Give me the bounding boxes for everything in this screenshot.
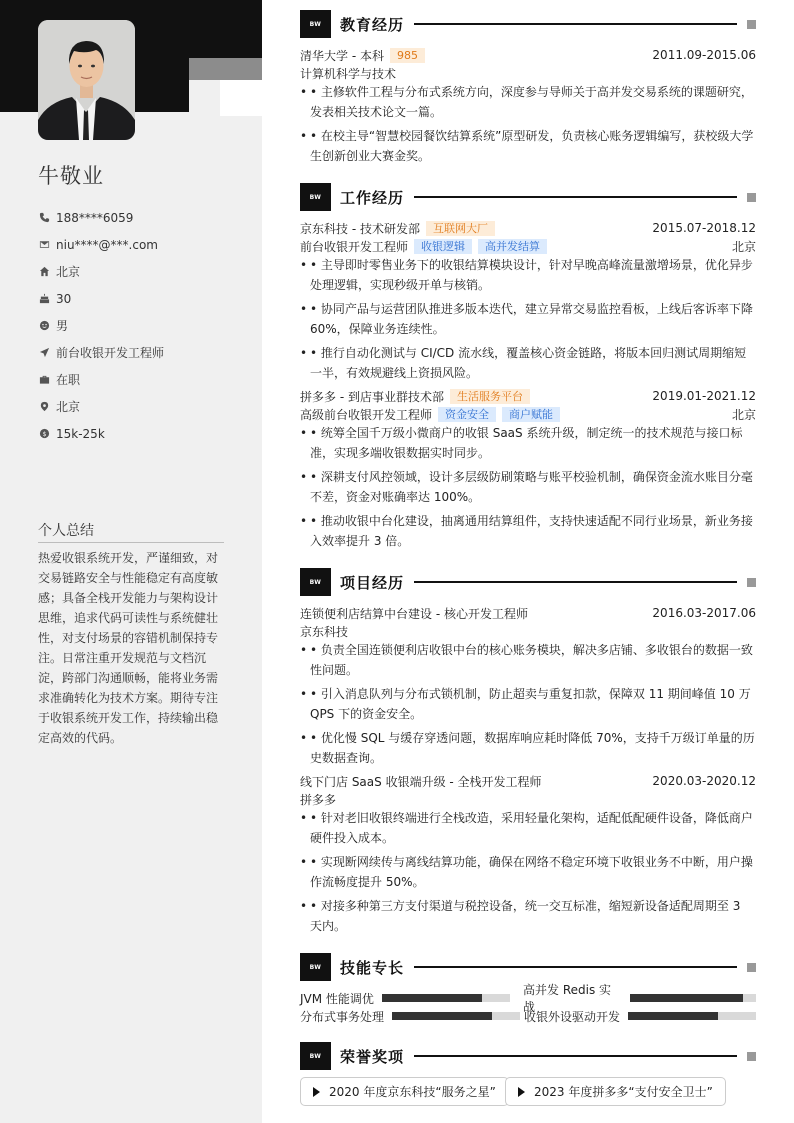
bw-badge: BW <box>300 1042 331 1070</box>
project-date: 2016.03-2017.06 <box>652 606 756 620</box>
info-age <box>38 285 248 312</box>
section-title: 项目经历 <box>340 573 405 592</box>
section-header-projects <box>300 568 756 596</box>
contact-info-list <box>38 204 248 447</box>
project-bullet: • • 实现断网续传与离线结算功能，确保在网络不稳定环境下收银业务不中断，用户操作流畅度提升 50%。 <box>300 852 756 892</box>
cake-icon <box>38 293 50 305</box>
job-city: 北京 <box>731 239 756 254</box>
sidebar-white-accent <box>220 80 262 116</box>
face-icon <box>38 320 50 332</box>
job-bullet: • • 推动收银中台化建设，抽离通用结算组件，支持快速适配不同行业场景，新业务接入效率提升 3 倍。 <box>300 511 756 551</box>
project-title-row <box>300 772 756 790</box>
company-tag: 生活服务平台 <box>450 389 530 404</box>
skill-item <box>300 991 510 1005</box>
skill-bar <box>382 994 510 1002</box>
education-date: 2011.09-2015.06 <box>652 48 756 62</box>
award-text: 2020 年度京东科技“服务之星” <box>329 1085 496 1099</box>
section-title: 工作经历 <box>340 188 405 207</box>
job-bullet: • • 协同产品与运营团队推进多版本迭代，建立异常交易监控看板，上线后客诉率下降60%，保障业务连续性。 <box>300 299 756 339</box>
project-title-row <box>300 604 756 622</box>
section-header-awards <box>300 1042 756 1070</box>
section-header-education <box>300 10 756 38</box>
job-bullet: • • 主导即时零售业务下的收银结算模块设计，针对早晚高峰流量激增场景，优化异步处理逻辑，实现秒级开单与核销。 <box>300 255 756 295</box>
job-city: 北京 <box>731 407 756 422</box>
phone-icon <box>38 212 50 224</box>
project-org: 拼多多 <box>300 792 337 807</box>
section-header-skills <box>300 953 756 981</box>
job-bullet: • • 深耕支付风控领域，设计多层级防刷策略与账平校验机制，确保资金流水账目分毫不差，资金对账确率达 100%。 <box>300 467 756 507</box>
skill-name: 分布式事务处理 <box>300 1009 385 1024</box>
info-text: 北京 <box>56 400 81 414</box>
skill-name: JVM 性能调优 <box>300 991 374 1006</box>
job-role-row <box>300 405 756 423</box>
info-text: 在职 <box>56 373 81 387</box>
salary-icon <box>38 428 50 440</box>
section-marker <box>747 963 756 972</box>
skill-bar-fill <box>628 1012 718 1020</box>
skill-item <box>524 1009 756 1023</box>
job-company-row <box>300 387 756 405</box>
project-bullet: • • 对接多种第三方支付渠道与税控设备，统一交互标准，缩短新设备适配周期至 3 天内。 <box>300 896 756 936</box>
skill-bar-fill <box>392 1012 492 1020</box>
skill-item <box>300 1009 520 1023</box>
project-bullet: • • 针对老旧收银终端进行全栈改造，采用轻量化架构，适配低配硬件设备，降低商户硬件投入成本。 <box>300 808 756 848</box>
skill-bar-fill <box>382 994 482 1002</box>
info-text: 前台收银开发工程师 <box>56 346 165 360</box>
company-name: 拼多多 - 到店事业群技术部 <box>300 389 444 404</box>
award-text: 2023 年度拼多多“支付安全卫士” <box>534 1085 713 1099</box>
info-salary <box>38 420 248 447</box>
bw-badge: BW <box>300 10 331 38</box>
info-text: 15k-25k <box>56 426 105 441</box>
info-location <box>38 393 248 420</box>
section-divider <box>414 1055 737 1057</box>
profile-photo <box>38 20 135 140</box>
info-city <box>38 258 248 285</box>
bw-badge: BW <box>300 953 331 981</box>
skill-bar <box>628 1012 756 1020</box>
project-org-row <box>300 622 756 640</box>
section-marker <box>747 1052 756 1061</box>
info-email <box>38 231 248 258</box>
section-marker <box>747 578 756 587</box>
summary-text: 热爱收银系统开发，严谨细致，对交易链路安全与性能稳定有高度敏感；具备全栈开发能力与架构设计思维，追求代码可读性与系统健壮性，对支付场景的容错机制保持专注。日常注重开发规范与文档沉淀，跨部门沟通顺畅，能将业务需求准确转化为技术方案。期待专注于收银系统开发工作，持续输出稳定高效的代码。 <box>38 551 219 745</box>
skill-bar-fill <box>630 994 744 1002</box>
home-icon <box>38 266 50 278</box>
role-tag: 收银逻辑 <box>414 239 472 254</box>
role-tag: 资金安全 <box>438 407 496 422</box>
company-name: 京东科技 - 技术研发部 <box>300 221 420 236</box>
project-bullet: • • 负责全国连锁便利店收银中台的核心账务模块，解决多店铺、多收银台的数据一致性问题。 <box>300 640 756 680</box>
sidebar <box>0 0 262 1123</box>
section-divider <box>414 23 737 25</box>
role-tag: 商户赋能 <box>502 407 560 422</box>
info-text: niu****@***.com <box>56 237 158 252</box>
job-date: 2015.07-2018.12 <box>652 221 756 235</box>
project-org-row <box>300 790 756 808</box>
briefcase-icon <box>38 374 50 386</box>
education-bullet: • • 主修软件工程与分布式系统方向，深度参与导师关于高并发交易系统的课题研究，发表相关技术论文一篇。 <box>300 82 756 122</box>
candidate-name: 牛敬业 <box>38 164 104 188</box>
section-divider <box>414 581 737 583</box>
play-icon <box>313 1087 320 1097</box>
section-title: 技能专长 <box>340 958 405 977</box>
section-title: 教育经历 <box>340 15 405 34</box>
project-name: 线下门店 SaaS 收银端升级 - 全栈开发工程师 <box>300 774 542 789</box>
info-text: 男 <box>56 319 69 333</box>
sidebar-grey-accent <box>189 58 262 80</box>
summary-title: 个人总结 <box>38 520 224 543</box>
bw-badge: BW <box>300 568 331 596</box>
mail-icon <box>38 239 50 251</box>
skill-bar <box>392 1012 520 1020</box>
info-text: 188****6059 <box>56 210 134 225</box>
company-tag: 互联网大厂 <box>426 221 495 236</box>
role-tag: 高并发结算 <box>478 239 547 254</box>
info-phone <box>38 204 248 231</box>
major: 计算机科学与技术 <box>300 66 397 81</box>
play-icon <box>518 1087 525 1097</box>
education-row <box>300 46 756 64</box>
award-item <box>300 1077 509 1106</box>
project-name: 连锁便利店结算中台建设 - 核心开发工程师 <box>300 606 528 621</box>
major-row <box>300 64 756 82</box>
skill-name: 收银外设驱动开发 <box>524 1009 621 1024</box>
section-marker <box>747 193 756 202</box>
section-header-work <box>300 183 756 211</box>
project-org: 京东科技 <box>300 624 349 639</box>
info-text: 30 <box>56 291 72 306</box>
job-role-row <box>300 237 756 255</box>
bw-badge: BW <box>300 183 331 211</box>
send-icon <box>38 347 50 359</box>
project-bullet: • • 优化慢 SQL 与缓存穿透问题，数据库响应耗时降低 70%，支持千万级订单量的历史数据查询。 <box>300 728 756 768</box>
project-bullet: • • 引入消息队列与分布式锁机制，防止超卖与重复扣款，保障双 11 期间峰值 10 万 QPS 下的资金安全。 <box>300 684 756 724</box>
skill-bar <box>630 994 756 1002</box>
education-bullet: • • 在校主导“智慧校园餐饮结算系统”原型研发，负责核心账务逻辑编写，获校级大学生创新创业大赛金奖。 <box>300 126 756 166</box>
section-marker <box>747 20 756 29</box>
section-divider <box>414 196 737 198</box>
job-date: 2019.01-2021.12 <box>652 389 756 403</box>
school-name: 清华大学 - 本科 <box>300 48 384 63</box>
info-gender <box>38 312 248 339</box>
skill-item <box>523 983 756 1014</box>
info-position <box>38 339 248 366</box>
skill-name: 高并发 Redis 实战 <box>523 983 612 1014</box>
job-company-row <box>300 219 756 237</box>
award-item <box>505 1077 726 1106</box>
section-divider <box>414 966 737 968</box>
svg-text:$: $ <box>41 429 47 438</box>
job-bullet: • • 统筹全国千万级小微商户的收银 SaaS 系统升级，制定统一的技术规范与接口标准，实现多端收银数据实时同步。 <box>300 423 756 463</box>
school-tag: 985 <box>390 48 425 63</box>
job-bullet: • • 推行自动化测试与 CI/CD 流水线，覆盖核心资金链路，将版本回归测试周期缩短一半，有效规避线上资损风险。 <box>300 343 756 383</box>
section-title: 荣誉奖项 <box>340 1047 405 1066</box>
job-role: 前台收银开发工程师 <box>300 239 409 254</box>
project-date: 2020.03-2020.12 <box>652 774 756 788</box>
info-text: 北京 <box>56 265 81 279</box>
location-icon <box>38 401 50 413</box>
job-role: 高级前台收银开发工程师 <box>300 407 433 422</box>
info-status <box>38 366 248 393</box>
